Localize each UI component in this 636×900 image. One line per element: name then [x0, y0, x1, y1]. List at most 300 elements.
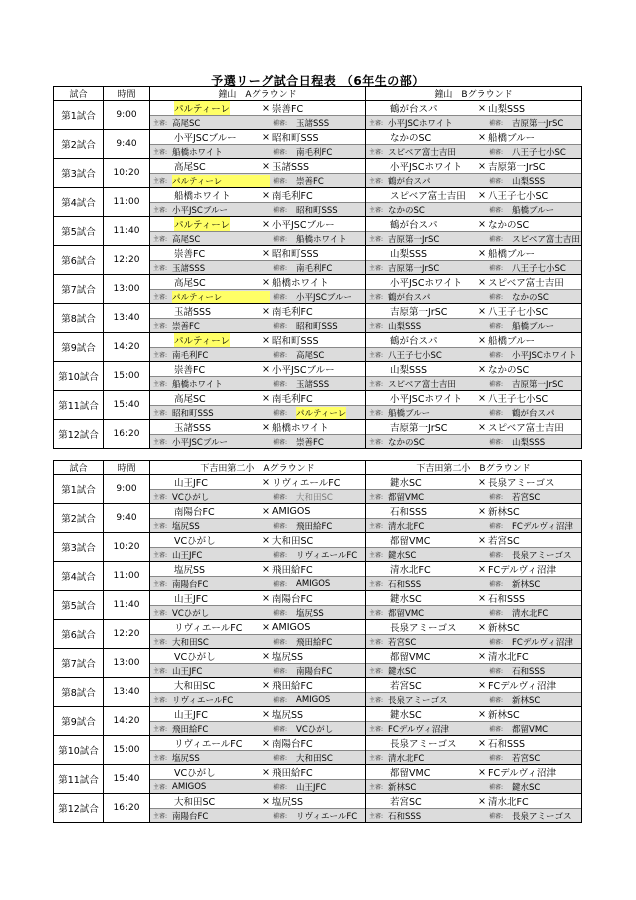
main-referee: なかのSC	[388, 437, 425, 448]
game-time: 14:20	[104, 333, 150, 362]
home-team	[150, 736, 260, 750]
sub-referee-label: 補審:	[489, 439, 504, 446]
away-team-name: 飛田給FC	[272, 768, 313, 779]
away-team	[488, 304, 581, 318]
vs-mark: ×	[478, 679, 486, 691]
away-team	[488, 562, 581, 576]
table-row	[54, 275, 582, 304]
away-team	[272, 246, 365, 260]
vs-mark: ×	[262, 563, 270, 575]
main-referee: 南毛利FC	[172, 350, 209, 361]
header-ground-a: 下吉田第二小 Aグラウンド	[150, 461, 366, 475]
away-team-name: 南毛利FC	[272, 394, 313, 405]
match-row	[150, 391, 365, 405]
sub-referee-label: 補審:	[489, 581, 504, 588]
vs-mark: ×	[262, 679, 270, 691]
home-team	[150, 707, 260, 721]
match-row	[150, 591, 365, 605]
away-team	[488, 649, 581, 663]
home-team-name: 若宮SC	[390, 797, 422, 808]
home-team	[366, 420, 476, 434]
table-row	[54, 130, 582, 159]
sub-referee-label: 補審:	[273, 178, 288, 185]
match-cell-b	[366, 159, 582, 188]
away-team	[488, 362, 581, 376]
match-row	[150, 304, 365, 318]
match-cell-a	[150, 188, 366, 217]
main-referee-label: 主審:	[369, 784, 384, 791]
match-cell-a	[150, 362, 366, 391]
away-team-name: リヴィエールFC	[272, 478, 341, 489]
away-team	[272, 562, 365, 576]
sub-referee-label: 補審:	[273, 207, 288, 214]
sub-referee: 山王JFC	[296, 782, 327, 793]
home-team	[366, 391, 476, 405]
table-row	[54, 362, 582, 391]
sub-referee-label: 補審:	[489, 236, 504, 243]
game-time: 9:00	[104, 475, 150, 504]
game-number: 第10試合	[54, 736, 104, 765]
main-referee: 山王JFC	[172, 666, 203, 677]
main-referee-label: 主審:	[153, 813, 168, 820]
match-cell-a	[150, 591, 366, 620]
sub-referee: VCひがし	[296, 724, 334, 735]
away-team-name: 南毛利FC	[272, 191, 313, 202]
vs-mark: ×	[478, 102, 486, 114]
match-cell-b	[366, 130, 582, 159]
main-referee-label: 主審:	[369, 352, 384, 359]
away-team	[272, 391, 365, 405]
match-cell-b	[366, 649, 582, 678]
home-team-name: 長泉アミーゴス	[390, 623, 457, 634]
match-cell-b	[366, 420, 582, 449]
sub-referee-label: 補審:	[489, 639, 504, 646]
match-row	[150, 217, 365, 231]
home-team-name: 玉諸SSS	[174, 307, 212, 318]
match-cell-b	[366, 591, 582, 620]
main-referee-label: 主審:	[369, 236, 384, 243]
header-row	[54, 87, 582, 101]
game-number: 第6試合	[54, 620, 104, 649]
away-team	[272, 678, 365, 692]
home-team	[366, 533, 476, 547]
vs-mark: ×	[478, 795, 486, 807]
vs-mark: ×	[262, 189, 270, 201]
game-time: 13:40	[104, 678, 150, 707]
away-team	[272, 794, 365, 808]
away-team-name: 新林SC	[488, 710, 520, 721]
vs-mark: ×	[478, 708, 486, 720]
sub-referee-label: 補審:	[489, 784, 504, 791]
page-title: 予選リーグ試合日程表 （6年生の部）	[211, 74, 425, 88]
table-row	[54, 678, 582, 707]
main-referee-label: 主審:	[153, 120, 168, 127]
main-referee-label: 主審:	[369, 410, 384, 417]
sub-referee: 若宮SC	[512, 753, 541, 764]
vs-mark: ×	[478, 621, 486, 633]
main-referee: 鶴が台スパ	[388, 292, 431, 303]
home-team-name: 小平JSCホワイト	[390, 162, 463, 173]
home-team	[366, 562, 476, 576]
referee-row	[366, 779, 581, 793]
sub-referee: 鶴が台スパ	[512, 408, 555, 419]
table-row	[54, 649, 582, 678]
match-cell-a	[150, 101, 366, 130]
vs-mark: ×	[262, 505, 270, 517]
home-team-name: 山王JFC	[174, 710, 208, 721]
match-row	[366, 794, 581, 808]
referee-row	[366, 144, 581, 158]
referee-row	[150, 576, 365, 590]
sub-referee: 大和田SC	[296, 492, 333, 503]
sub-referee: 南毛利FC	[296, 263, 333, 274]
away-team	[272, 765, 365, 779]
match-row	[366, 101, 581, 115]
main-referee: パルティーレ	[172, 291, 270, 303]
referee-row	[366, 318, 581, 332]
away-team	[488, 246, 581, 260]
referee-row	[366, 231, 581, 245]
referee-row	[366, 347, 581, 361]
home-team-name: 大和田SC	[174, 797, 216, 808]
main-referee: 鍵水SC	[388, 550, 417, 561]
home-team	[150, 304, 260, 318]
vs-mark: ×	[478, 334, 486, 346]
vs-mark: ×	[478, 505, 486, 517]
table-row	[54, 101, 582, 130]
match-cell-a	[150, 533, 366, 562]
match-row	[366, 217, 581, 231]
game-time: 14:20	[104, 707, 150, 736]
match-cell-a	[150, 420, 366, 449]
home-team	[150, 333, 260, 347]
referee-row	[150, 231, 365, 245]
referee-row	[150, 663, 365, 677]
main-referee-label: 主審:	[369, 381, 384, 388]
match-row	[366, 475, 581, 489]
sub-referee-label: 補審:	[489, 323, 504, 330]
away-team-name: 八王子七小SC	[488, 394, 549, 405]
sub-referee-label: 補審:	[273, 494, 288, 501]
main-referee: 小平JSCブルー	[172, 205, 228, 216]
vs-mark: ×	[478, 131, 486, 143]
sub-referee: 昭和町SSS	[296, 205, 338, 216]
away-team	[488, 188, 581, 202]
main-referee: VCひがし	[172, 492, 210, 503]
table-row	[54, 591, 582, 620]
sub-referee: 鍵水SC	[512, 782, 541, 793]
main-referee: 鶴が台スパ	[388, 176, 431, 187]
home-team	[150, 562, 260, 576]
match-row	[150, 533, 365, 547]
match-row	[150, 736, 365, 750]
main-referee: FCデルヴィ沼津	[388, 724, 449, 735]
match-row	[366, 707, 581, 721]
away-team	[272, 159, 365, 173]
match-cell-b	[366, 362, 582, 391]
main-referee-label: 主審:	[153, 639, 168, 646]
sub-referee: 若宮SC	[512, 492, 541, 503]
away-team	[272, 333, 365, 347]
away-team-name: 塩尻SS	[272, 710, 304, 721]
sub-referee-label: 補審:	[489, 294, 504, 301]
sub-referee-label: 補審:	[489, 726, 504, 733]
table-row	[54, 562, 582, 591]
main-referee: 清水北FC	[388, 753, 425, 764]
game-number: 第2試合	[54, 130, 104, 159]
home-team-name: 小平JSCブルー	[174, 133, 237, 144]
main-referee-label: 主審:	[369, 610, 384, 617]
match-row	[366, 591, 581, 605]
home-team-name: 鶴が台スパ	[390, 220, 438, 231]
referee-row	[150, 434, 365, 448]
away-team-name: 昭和町SSS	[272, 336, 319, 347]
referee-row	[366, 115, 581, 129]
home-team	[366, 736, 476, 750]
home-team	[366, 707, 476, 721]
home-team-name: 鍵水SC	[390, 478, 422, 489]
referee-row	[150, 692, 365, 706]
away-team-name: 新林SC	[488, 507, 520, 518]
game-number: 第8試合	[54, 678, 104, 707]
home-team-name: スピベア富士吉田	[390, 191, 466, 202]
game-number: 第11試合	[54, 391, 104, 420]
match-row	[366, 333, 581, 347]
match-cell-b	[366, 333, 582, 362]
away-team-name: 吉原第一JrSC	[488, 162, 546, 173]
match-cell-b	[366, 101, 582, 130]
game-time: 15:00	[104, 362, 150, 391]
vs-mark: ×	[478, 534, 486, 546]
sub-referee-label: 補審:	[273, 410, 288, 417]
home-team-name: 高尾SC	[174, 278, 206, 289]
away-team-name: FCデルヴィ沼津	[488, 768, 557, 779]
home-team	[150, 533, 260, 547]
away-team-name: 塩尻SS	[272, 652, 304, 663]
vs-mark: ×	[478, 276, 486, 288]
schedule-table-shimoyoshida	[53, 460, 582, 823]
main-referee-label: 主審:	[153, 207, 168, 214]
main-referee: 船橋ホワイト	[172, 379, 223, 390]
sub-referee: 八王子七小SC	[512, 147, 566, 158]
away-team-name: 飛田給FC	[272, 565, 313, 576]
match-cell-a	[150, 159, 366, 188]
away-team-name: 船橋ブルー	[488, 336, 536, 347]
game-time: 12:20	[104, 620, 150, 649]
sub-referee: 石和SSS	[512, 666, 546, 677]
home-team	[150, 188, 260, 202]
home-team-name: 鍵水SC	[390, 710, 422, 721]
away-team-name: 船橋ホワイト	[272, 278, 329, 289]
game-number: 第7試合	[54, 649, 104, 678]
game-number: 第12試合	[54, 420, 104, 449]
header-ground-b: 鐘山 Bグラウンド	[366, 87, 582, 101]
match-row	[150, 188, 365, 202]
sub-referee-label: 補審:	[273, 294, 288, 301]
game-number: 第7試合	[54, 275, 104, 304]
match-row	[366, 188, 581, 202]
home-team-name: パルティーレ	[174, 333, 230, 347]
sub-referee: 小平JSCホワイト	[512, 350, 577, 361]
vs-mark: ×	[262, 247, 270, 259]
sub-referee: 吉原第一JrSC	[512, 118, 564, 129]
table-row	[54, 765, 582, 794]
sub-referee-label: 補審:	[273, 784, 288, 791]
main-referee-label: 主審:	[153, 410, 168, 417]
main-referee: 石和SSS	[388, 579, 422, 590]
match-row	[150, 130, 365, 144]
vs-mark: ×	[478, 766, 486, 778]
match-cell-b	[366, 533, 582, 562]
game-time: 9:40	[104, 504, 150, 533]
game-number: 第5試合	[54, 591, 104, 620]
away-team-name: 石和SSS	[488, 594, 526, 605]
match-row	[150, 475, 365, 489]
home-team-name: 高尾SC	[174, 394, 206, 405]
main-referee-label: 主審:	[369, 439, 384, 446]
away-team-name: 小平JSCブルー	[272, 365, 335, 376]
away-team-name: 山梨SSS	[488, 104, 526, 115]
main-referee-label: 主審:	[369, 581, 384, 588]
home-team-name: 吉原第一JrSC	[390, 307, 448, 318]
header-game: 試合	[54, 461, 104, 475]
sub-referee: AMIGOS	[296, 578, 331, 589]
main-referee-label: 主審:	[153, 236, 168, 243]
sub-referee: 崇善FC	[296, 437, 324, 448]
home-team	[150, 794, 260, 808]
game-number: 第2試合	[54, 504, 104, 533]
match-row	[150, 562, 365, 576]
home-team	[150, 475, 260, 489]
home-team-name: パルティーレ	[174, 101, 230, 115]
match-cell-b	[366, 217, 582, 246]
vs-mark: ×	[262, 795, 270, 807]
sub-referee: 玉諸SSS	[296, 118, 330, 129]
vs-mark: ×	[262, 102, 270, 114]
match-cell-b	[366, 765, 582, 794]
vs-mark: ×	[262, 363, 270, 375]
home-team-name: 山王JFC	[174, 594, 208, 605]
main-referee-label: 主審:	[153, 381, 168, 388]
away-team	[488, 620, 581, 634]
home-team-name: 玉諸SSS	[174, 423, 212, 434]
sub-referee-label: 補審:	[489, 149, 504, 156]
home-team	[150, 159, 260, 173]
match-cell-a	[150, 562, 366, 591]
away-team-name: 玉諸SSS	[272, 162, 310, 173]
main-referee-label: 主審:	[153, 552, 168, 559]
home-team	[366, 649, 476, 663]
main-referee: 都留VMC	[388, 608, 425, 619]
main-referee: VCひがし	[172, 608, 210, 619]
main-referee: 小平JSCホワイト	[388, 118, 453, 129]
game-time: 11:40	[104, 217, 150, 246]
main-referee: スピベア富士吉田	[388, 379, 456, 390]
match-row	[150, 707, 365, 721]
sub-referee: 八王子七小SC	[512, 263, 566, 274]
match-cell-a	[150, 765, 366, 794]
match-cell-a	[150, 130, 366, 159]
referee-row	[366, 518, 581, 532]
away-team	[488, 794, 581, 808]
home-team	[150, 391, 260, 405]
match-row	[366, 159, 581, 173]
match-cell-b	[366, 562, 582, 591]
sub-referee-label: 補審:	[273, 381, 288, 388]
referee-row	[366, 434, 581, 448]
main-referee-label: 主審:	[369, 207, 384, 214]
home-team	[150, 101, 260, 115]
referee-row	[150, 489, 365, 503]
sub-referee: 新林SC	[512, 695, 541, 706]
referee-row	[150, 173, 365, 187]
sub-referee: 都留VMC	[512, 724, 549, 735]
home-team	[150, 130, 260, 144]
main-referee-label: 主審:	[369, 494, 384, 501]
main-referee: AMIGOS	[172, 781, 207, 792]
match-row	[150, 420, 365, 434]
home-team	[366, 678, 476, 692]
sub-referee: 船橋ブルー	[512, 321, 555, 332]
referee-row	[366, 576, 581, 590]
away-team	[488, 130, 581, 144]
game-time: 9:40	[104, 130, 150, 159]
match-row	[366, 246, 581, 260]
main-referee-label: 主審:	[153, 494, 168, 501]
sub-referee-label: 補審:	[273, 639, 288, 646]
home-team-name: 都留VMC	[390, 768, 431, 779]
vs-mark: ×	[262, 160, 270, 172]
game-number: 第1試合	[54, 101, 104, 130]
home-team-name: 大和田SC	[174, 681, 216, 692]
sub-referee: 山梨SSS	[512, 176, 546, 187]
away-team	[272, 362, 365, 376]
home-team	[150, 504, 260, 518]
vs-mark: ×	[478, 476, 486, 488]
match-row	[366, 304, 581, 318]
sub-referee-label: 補審:	[489, 552, 504, 559]
sub-referee: 飛田給FC	[296, 637, 333, 648]
match-row	[366, 533, 581, 547]
vs-mark: ×	[262, 708, 270, 720]
main-referee-label: 主審:	[369, 523, 384, 530]
sub-referee-label: 補審:	[489, 178, 504, 185]
main-referee: 新林SC	[388, 782, 417, 793]
away-team-name: スピベア富士吉田	[488, 278, 564, 289]
home-team	[366, 275, 476, 289]
match-cell-a	[150, 736, 366, 765]
away-team	[272, 188, 365, 202]
vs-mark: ×	[262, 476, 270, 488]
match-row	[366, 649, 581, 663]
away-team-name: 若宮SC	[488, 536, 520, 547]
sub-referee: なかのSC	[512, 292, 549, 303]
sub-referee: 南陽台FC	[296, 666, 333, 677]
match-row	[366, 736, 581, 750]
referee-row	[366, 202, 581, 216]
vs-mark: ×	[478, 189, 486, 201]
away-team-name: なかのSC	[488, 220, 530, 231]
main-referee-label: 主審:	[369, 149, 384, 156]
sub-referee-label: 補審:	[273, 120, 288, 127]
sub-referee-label: 補審:	[273, 323, 288, 330]
vs-mark: ×	[262, 766, 270, 778]
match-row	[150, 649, 365, 663]
match-cell-b	[366, 275, 582, 304]
table-row	[54, 217, 582, 246]
away-team-name: 小平JSCブルー	[272, 220, 335, 231]
home-team-name: 清水北FC	[390, 565, 431, 576]
